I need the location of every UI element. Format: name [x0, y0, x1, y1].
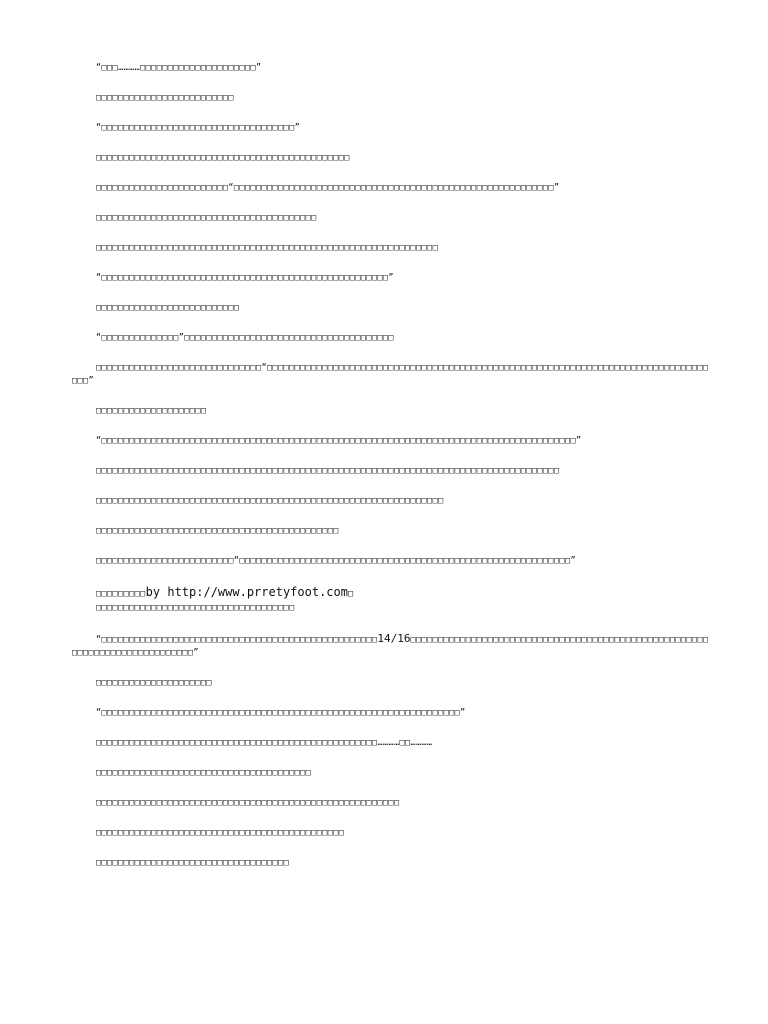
paragraph: □□□□□□□□□□□□□□□□□□□□: [96, 406, 207, 416]
paragraph: □□□□□□□□□□□□□□□□□□□□□□□□□□□□□□“□□□□□□□□□□□□□□□□□□□□□□□□□□□□□□□□□□□□□□□□□□□□□□□□□□□□□□□□□□□□□□□□□□□□□□□□□□□□□□□□□□□”: [72, 363, 709, 386]
paragraph: □□□□□□□□□□□□□□□□□□□□□□□□□□□□□□□□□□□□□□□□□□□□□□□□□□□□□□□□□□□□□□□: [96, 496, 444, 506]
paragraph: □□□□□□□□□□□□□□□□□□□□□□□□□□□□□□□□□□□□□□□□□□□□□□□□□□□□□□□□□□□□□□: [96, 243, 439, 253]
paragraph: □□□□□□□□□□□□□□□□□□□□□□□□□“□□□□□□□□□□□□□□□□□□□□□□□□□□□□□□□□□□□□□□□□□□□□□□□□□□□□□□□□□□□□”: [96, 556, 577, 566]
paragraph: □□□□□□□□□□□□□□□□□□□□□□□□□: [96, 93, 234, 103]
paragraph: □□□□□□□□□□□□□□□□□□□□□□□□□□□□□□□□□□□□□□□□□□□□□□□□□□□□□□□: [96, 798, 400, 808]
paragraph: □□□□□□□□□□□□□□□□□□□□□□□□□□□□□□□□□□□□□□□: [96, 768, 312, 778]
paragraph: □□□□□□□□□□□□□□□□□□□□□: [96, 678, 212, 688]
paragraph: □□□□□□□□□□□□□□□□□□□□□□□□□□□□□□□□□□□□□□□□□□□□□: [96, 828, 345, 838]
paragraph: “□□□…………□□□□□□□□□□□□□□□□□□□□□”: [96, 63, 262, 73]
url-line-continuation: □□□□□□□□□□□□□□□□□□□□□□□□□□□□□□□□□□□□: [96, 603, 295, 613]
paragraph: □□□□□□□□□□□□□□□□□□□□□□□□□□□□□□□□□□□□□□□□□□□□□□: [96, 153, 350, 163]
source-url-paragraph: [72, 585, 712, 615]
page-mark-paragraph: [72, 632, 712, 660]
page-mark: 14/16: [377, 632, 411, 645]
paragraph: □□□□□□□□□□□□□□□□□□□□□□□□“□□□□□□□□□□□□□□□□□□□□□□□□□□□□□□□□□□□□□□□□□□□□□□□□□□□□□□□□□□”: [96, 183, 560, 193]
paragraph: □□□□□□□□□□□□□□□□□□□□□□□□□□□□□□□□□□□: [96, 858, 290, 868]
document-page: [72, 62, 712, 887]
paragraph: □□□□□□□□□□□□□□□□□□□□□□□□□□□□□□□□□□□□□□□□□□□□: [96, 526, 339, 536]
paragraph: “□□□□□□□□□□□□□□□□□□□□□□□□□□□□□□□□□□□□□□□□□□□□□□□□□□□□□□□□□□□□□□□□□□□□□□□□□□□□□□□□□□□□□□”: [96, 436, 582, 446]
source-url: by http://www.prretyfoot.com: [145, 585, 348, 599]
page-mark-before: “□□□□□□□□□□□□□□□□□□□□□□□□□□□□□□□□□□□□□□□□□□□□□□□□□□: [96, 635, 378, 645]
paragraph: “□□□□□□□□□□□□□□□□□□□□□□□□□□□□□□□□□□□□□□□□□□□□□□□□□□□□□□□□□□□□□□□□□”: [96, 708, 466, 718]
paragraph: □□□□□□□□□□□□□□□□□□□□□□□□□□□□□□□□□□□□□□□□□□□□□□□□□□□□□□□□□□□□□□□□□□□□□□□□□□□□□□□□□□□□: [96, 466, 560, 476]
paragraph: “□□□□□□□□□□□□□□□□□□□□□□□□□□□□□□□□□□□□□□□□□□□□□□□□□□□□”: [96, 273, 394, 283]
paragraph: “□□□□□□□□□□□□□□□□□□□□□□□□□□□□□□□□□□□”: [96, 123, 301, 133]
paragraph: “□□□□□□□□□□□□□□”□□□□□□□□□□□□□□□□□□□□□□□□□□□□□□□□□□□□□□: [96, 333, 394, 343]
paragraph: □□□□□□□□□□□□□□□□□□□□□□□□□□□□□□□□□□□□□□□□□□□□□□□□□□□…………□□…………: [96, 738, 433, 748]
url-suffix: □: [347, 589, 354, 599]
url-prefix: □□□□□□□□□: [96, 589, 146, 599]
page-mark-after: □□□□□□□□□□□□□□□□□□□□□□□□□□□□□□□□□□□□□□□□□□□□□□□□□□□□□□□□□□□□□□□□□□□□□□□□□□□□”: [72, 635, 709, 658]
paragraph: □□□□□□□□□□□□□□□□□□□□□□□□□□□□□□□□□□□□□□□□: [96, 213, 317, 223]
paragraph: □□□□□□□□□□□□□□□□□□□□□□□□□□: [96, 303, 240, 313]
